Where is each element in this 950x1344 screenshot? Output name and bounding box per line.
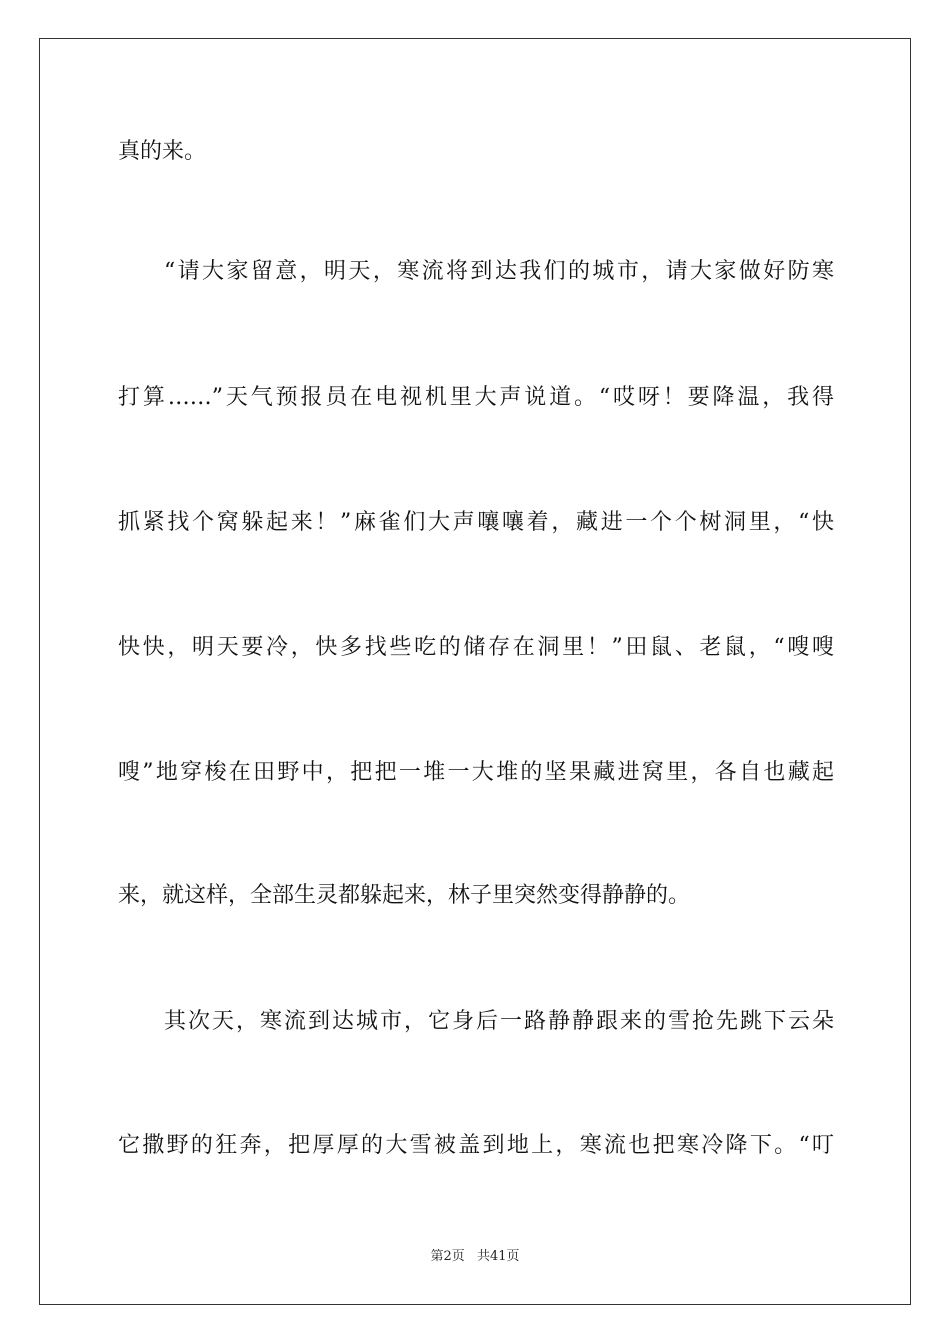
text-line-4: 抓紧找个窝躲起来！”麻雀们大声嚷嚷着，藏进一个个树洞里，“快 — [118, 510, 834, 535]
text-line-7: 来，就这样，全部生灵都躲起来，林子里突然变得静静的。 — [118, 883, 691, 908]
page-number: 第2页 — [430, 1249, 465, 1264]
page-footer — [0, 1245, 950, 1264]
page-total: 共41页 — [476, 1249, 520, 1264]
text-line-2: “请大家留意，明天，寒流将到达我们的城市，请大家做好防寒 — [164, 259, 834, 284]
text-line-5: 快快，明天要冷，快多找些吃的储存在洞里！”田鼠、老鼠，“嗖嗖 — [118, 635, 834, 660]
text-line-8: 其次天，寒流到达城市，它身后一路静静跟来的雪抢先跳下云朵 — [164, 1009, 834, 1034]
text-line-9: 它撒野的狂奔，把厚厚的大雪被盖到地上，寒流也把寒冷降下。“叮 — [118, 1133, 834, 1158]
page-border — [39, 38, 911, 1305]
text-line-3: 打算……”天气预报员在电视机里大声说道。“哎呀！要降温，我得 — [118, 385, 834, 410]
text-line-1: 真的来。 — [118, 139, 207, 164]
text-line-6: 嗖”地穿梭在田野中，把把一堆一大堆的坚果藏进窝里，各自也藏起 — [118, 760, 834, 785]
